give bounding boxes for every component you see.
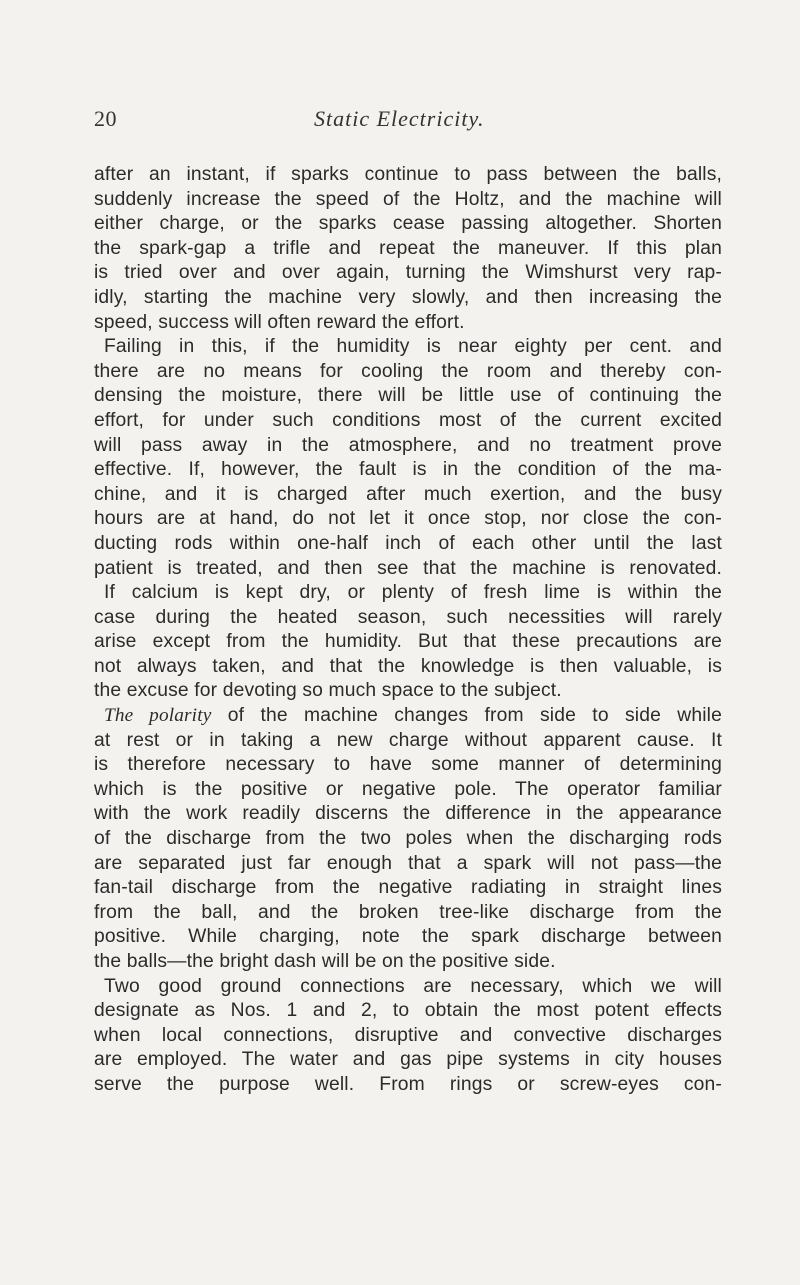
text-line: either charge, or the sparks cease passing altogether. Shorten: [94, 213, 722, 235]
text-line: effective. If, however, the fault is in the condition of the ma-: [94, 459, 722, 481]
text-line: from the ball, and the broken tree-like discharge from the: [94, 901, 722, 923]
italic-lead: The polarity: [104, 705, 212, 727]
text-line: of the discharge from the two poles when the discharging rods: [94, 828, 722, 850]
text-line: will pass away in the atmosphere, and no treatment prove: [94, 434, 722, 456]
text-line: speed, success will often reward the effort.: [94, 311, 465, 333]
running-head: Static Electricity.: [314, 106, 485, 131]
text-line: with the work readily discerns the difference in the appearance: [94, 803, 722, 825]
page-number: 20: [94, 106, 117, 131]
text-line: idly, starting the machine very slowly, and then increasing the: [94, 286, 722, 308]
text-line: when local connections, disruptive and convective discharges: [94, 1024, 722, 1046]
text-line: densing the moisture, there will be little use of continuing the: [94, 385, 722, 407]
text-line: after an instant, if sparks continue to pass between the balls,: [94, 164, 722, 185]
text-line: are employed. The water and gas pipe systems in city houses: [94, 1049, 722, 1071]
text-line: Two good ground connections are necessary, which we will: [104, 975, 722, 997]
text-line: suddenly increase the speed of the Holtz, and the machine will: [94, 188, 722, 210]
text-line: the balls—the bright dash will be on the positive side.: [94, 951, 556, 972]
text-line: arise except from the humidity. But that these precautions are: [94, 631, 722, 653]
text-line: the excuse for devoting so much space to the subject.: [94, 680, 562, 702]
text-line: there are no means for cooling the room and thereby con-: [94, 360, 722, 382]
text-line: are separated just far enough that a spark will not pass—the: [94, 852, 722, 874]
text-line: If calcium is kept dry, or plenty of fresh lime is within the: [104, 582, 722, 604]
text-line: effort, for under such conditions most of the current excited: [94, 409, 722, 431]
text-line: ducting rods within one-half inch of each other until the last: [94, 532, 722, 554]
text-line: hours are at hand, do not let it once stop, nor close the con-: [94, 508, 722, 530]
text-line: chine, and it is charged after much exertion, and the busy: [94, 483, 722, 505]
text-line: designate as Nos. 1 and 2, to obtain the most potent effects: [94, 1000, 722, 1022]
text-line: positive. While charging, note the spark discharge between: [94, 926, 722, 948]
text-line-rest: of the machine changes from side to side while: [227, 705, 722, 727]
text-line: at rest or in taking a new charge without apparent cause. It: [94, 729, 722, 751]
text-line: patient is treated, and then see that the machine is renovated.: [94, 557, 722, 579]
page-header: [94, 106, 714, 136]
text-line: is therefore necessary to have some manner of determining: [94, 754, 722, 776]
body-text: [94, 163, 722, 1098]
text-line: the spark-gap a trifle and repeat the maneuver. If this plan: [94, 237, 722, 259]
text-line-with-italic: [94, 704, 722, 729]
text-line: case during the heated season, such necessities will rarely: [94, 606, 722, 628]
text-line: which is the positive or negative pole. The operator familiar: [94, 778, 722, 800]
text-line: serve the purpose well. From rings or screw-eyes con-: [94, 1073, 722, 1095]
text-line: not always taken, and that the knowledge is then valuable, is: [94, 655, 722, 677]
text-line: Failing in this, if the humidity is near eighty per cent. and: [104, 336, 722, 358]
text-line: fan-tail discharge from the negative radiating in straight lines: [94, 877, 722, 899]
text-line: is tried over and over again, turning the Wimshurst very rap-: [94, 262, 722, 284]
